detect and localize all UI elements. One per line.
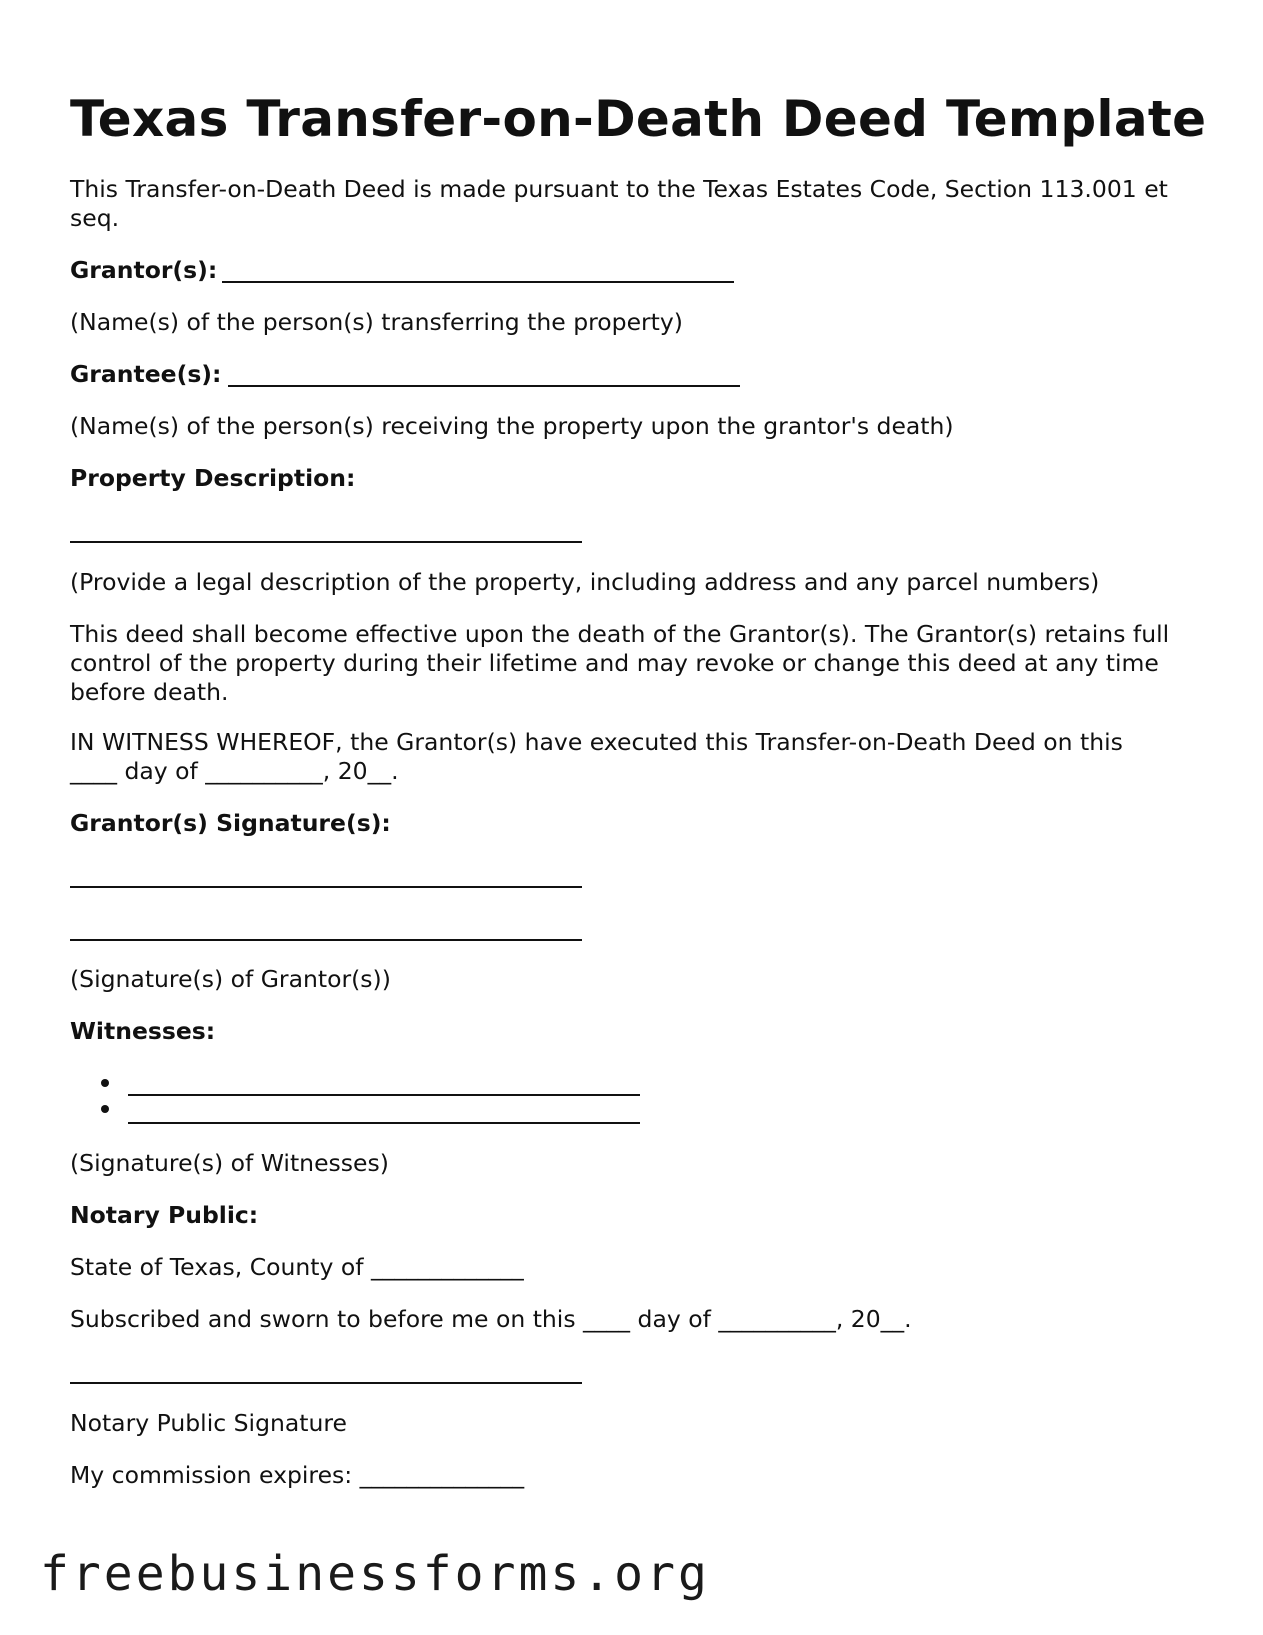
grantor-signature-label: Grantor(s) Signature(s): bbox=[70, 809, 391, 837]
grantor-signature-field-1[interactable] bbox=[70, 886, 582, 888]
commission-expiry: My commission expires: ______________ bbox=[70, 1461, 525, 1489]
property-description-field[interactable] bbox=[70, 541, 582, 543]
effect-paragraph: This deed shall become effective upon the death of the Grantor(s). The Grantor(s) retains full control of the property during their lifetime and may revoke or change this deed at any time before death. bbox=[70, 620, 1170, 706]
grantee-label: Grantee(s): bbox=[70, 360, 222, 388]
notary-signature-field[interactable] bbox=[70, 1382, 582, 1384]
grantor-name-field[interactable] bbox=[222, 281, 734, 283]
grantor-label: Grantor(s): bbox=[70, 256, 218, 284]
grantor-signature-field-2[interactable] bbox=[70, 939, 582, 941]
page-title: Texas Transfer-on-Death Deed Template bbox=[70, 90, 1207, 148]
witness-statement-date: ____ day of __________, 20__. bbox=[70, 757, 399, 785]
watermark: freebusinessforms.org bbox=[40, 1546, 710, 1602]
bullet-icon bbox=[101, 1105, 109, 1113]
witness-signature-field-2[interactable] bbox=[128, 1122, 640, 1124]
witnesses-note: (Signature(s) of Witnesses) bbox=[70, 1149, 389, 1177]
grantee-note: (Name(s) of the person(s) receiving the property upon the grantor's death) bbox=[70, 412, 954, 440]
grantee-name-field[interactable] bbox=[228, 385, 740, 387]
grantor-note: (Name(s) of the person(s) transferring the property) bbox=[70, 308, 683, 336]
property-description-note: (Provide a legal description of the property, including address and any parcel numbers) bbox=[70, 568, 1100, 596]
notary-signature-note: Notary Public Signature bbox=[70, 1409, 347, 1437]
witness-statement-line1: IN WITNESS WHEREOF, the Grantor(s) have executed this Transfer-on-Death Deed on this bbox=[70, 728, 1123, 756]
bullet-icon bbox=[101, 1079, 109, 1087]
witnesses-label: Witnesses: bbox=[70, 1017, 216, 1045]
notary-county: State of Texas, County of _____________ bbox=[70, 1253, 524, 1281]
property-description-label: Property Description: bbox=[70, 464, 356, 492]
notary-sworn-statement: Subscribed and sworn to before me on this ____ day of __________, 20__. bbox=[70, 1305, 912, 1333]
witness-signature-field-1[interactable] bbox=[128, 1094, 640, 1096]
notary-label: Notary Public: bbox=[70, 1201, 259, 1229]
intro-paragraph: This Transfer-on-Death Deed is made pursuant to the Texas Estates Code, Section 113.001 et seq. bbox=[70, 175, 1168, 232]
grantor-signature-note: (Signature(s) of Grantor(s)) bbox=[70, 965, 391, 993]
